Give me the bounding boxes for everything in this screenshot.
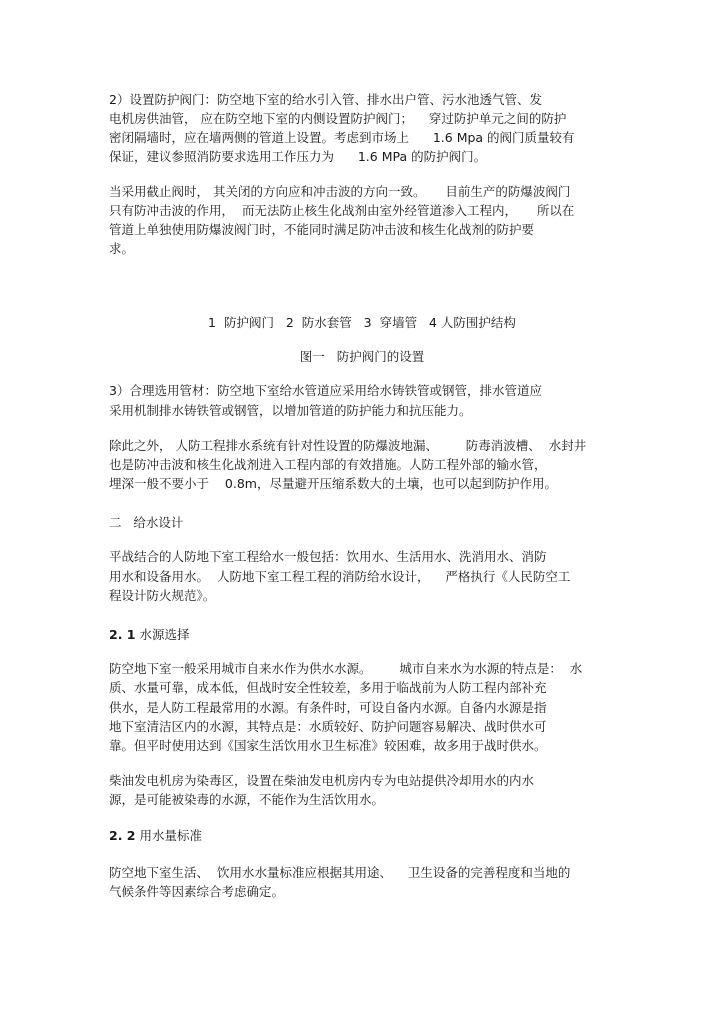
text-line: 当采用截止阀时， 其关闭的方向应和冲击波的方向一致。 目前生产的防爆波阀门 bbox=[109, 184, 571, 199]
figure-legend: 1 防护阀门 2 防水套管 3 穿墙管 4 人防围护结构 bbox=[208, 315, 516, 330]
subheading-title: 水源选择 bbox=[139, 627, 190, 642]
text-line: 平战结合的人防地下室工程给水一般包括：饮用水、生活用水、洗消用水、消防 bbox=[109, 549, 547, 564]
subheading-water-standard bbox=[109, 827, 202, 844]
text-line: 源，是可能被染毒的水源，不能作为生活饮用水。 bbox=[109, 792, 385, 807]
text-line: 密闭隔墙时，应在墙两侧的管道上设置。考虑到市场上 1.6 Mpa 的阀门质量较有 bbox=[109, 130, 575, 145]
text-line: 防空地下室一般采用城市自来水作为供水水源。 城市自来水为水源的特点是： 水 bbox=[109, 661, 583, 676]
subheading-water-source bbox=[109, 626, 190, 643]
text-line: 防空地下室生活、 饮用水水量标准应根据其用途、 卫生设备的完善程度和当地的 bbox=[109, 865, 571, 880]
text-line: 电机房供油管， 应在防空地下室的内侧设置防护阀门； 穿过防护单元之间的防护 bbox=[109, 111, 567, 126]
text-line: 只有防冲击波的作用， 而无法防止核生化战剂由室外经管道渗入工程内， 所以在 bbox=[109, 203, 575, 218]
text-line: 埋深一般不要小于 0.8m，尽量避开压缩系数大的土壤，也可以起到防护作用。 bbox=[109, 476, 557, 491]
text-line: 用水和设备用水。 人防地下室工程工程的消防给水设计， 严格执行《人民防空工 bbox=[109, 569, 571, 584]
subheading-number: 2. 2 bbox=[109, 828, 136, 843]
subheading-number: 2. 1 bbox=[109, 627, 136, 642]
text-line: 地下室清洁区内的水源，其特点是：水质较好、防护问题容易解决、战时供水可 bbox=[109, 719, 547, 734]
text-line: 程设计防火规范》。 bbox=[109, 588, 216, 603]
text-line: 柴油发电机房为染毒区，设置在柴油发电机房内专为电站提供冷却用水的内水 bbox=[109, 773, 535, 788]
text-line: 质、水量可靠，成本低，但战时安全性较差，多用于临战前为人防工程内部补充 bbox=[109, 680, 547, 695]
section-heading: 二 给水设计 bbox=[109, 515, 184, 530]
text-line: 也是防冲击波和核生化战剂进入工程内部的有效措施。人防工程外部的输水管， bbox=[109, 457, 547, 472]
text-line: 保证，建议参照消防要求选用工作压力为 1.6 MPa 的防护阀门。 bbox=[109, 149, 487, 164]
text-line: 3）合理选用管材：防空地下室给水管道应采用给水铸铁管或钢管，排水管道应 bbox=[109, 383, 542, 398]
text-line: 管道上单独使用防爆波阀门时，不能同时满足防冲击波和核生化战剂的防护要 bbox=[109, 222, 535, 237]
text-line: 求。 bbox=[109, 241, 135, 256]
text-line: 气候条件等因素综合考虑确定。 bbox=[109, 884, 285, 899]
subheading-title: 用水量标准 bbox=[139, 828, 202, 843]
text-line: 除此之外， 人防工程排水系统有针对性设置的防爆波地漏、 防毒消波槽、 水封井 bbox=[109, 438, 587, 453]
text-line: 采用机制排水铸铁管或钢管，以增加管道的防护能力和抗压能力。 bbox=[109, 403, 472, 418]
text-line: 靠。但平时使用达到《国家生活饮用水卫生标准》较困难，故多用于战时供水。 bbox=[109, 738, 547, 753]
text-line: 供水，是人防工程最常用的水源。有条件时，可设自备内水源。自备内水源是指 bbox=[109, 700, 547, 715]
text-line: 2）设置防护阀门：防空地下室的给水引入管、排水出户管、污水池透气管、发 bbox=[109, 92, 542, 107]
figure-caption: 图一 防护阀门的设置 bbox=[299, 349, 425, 364]
